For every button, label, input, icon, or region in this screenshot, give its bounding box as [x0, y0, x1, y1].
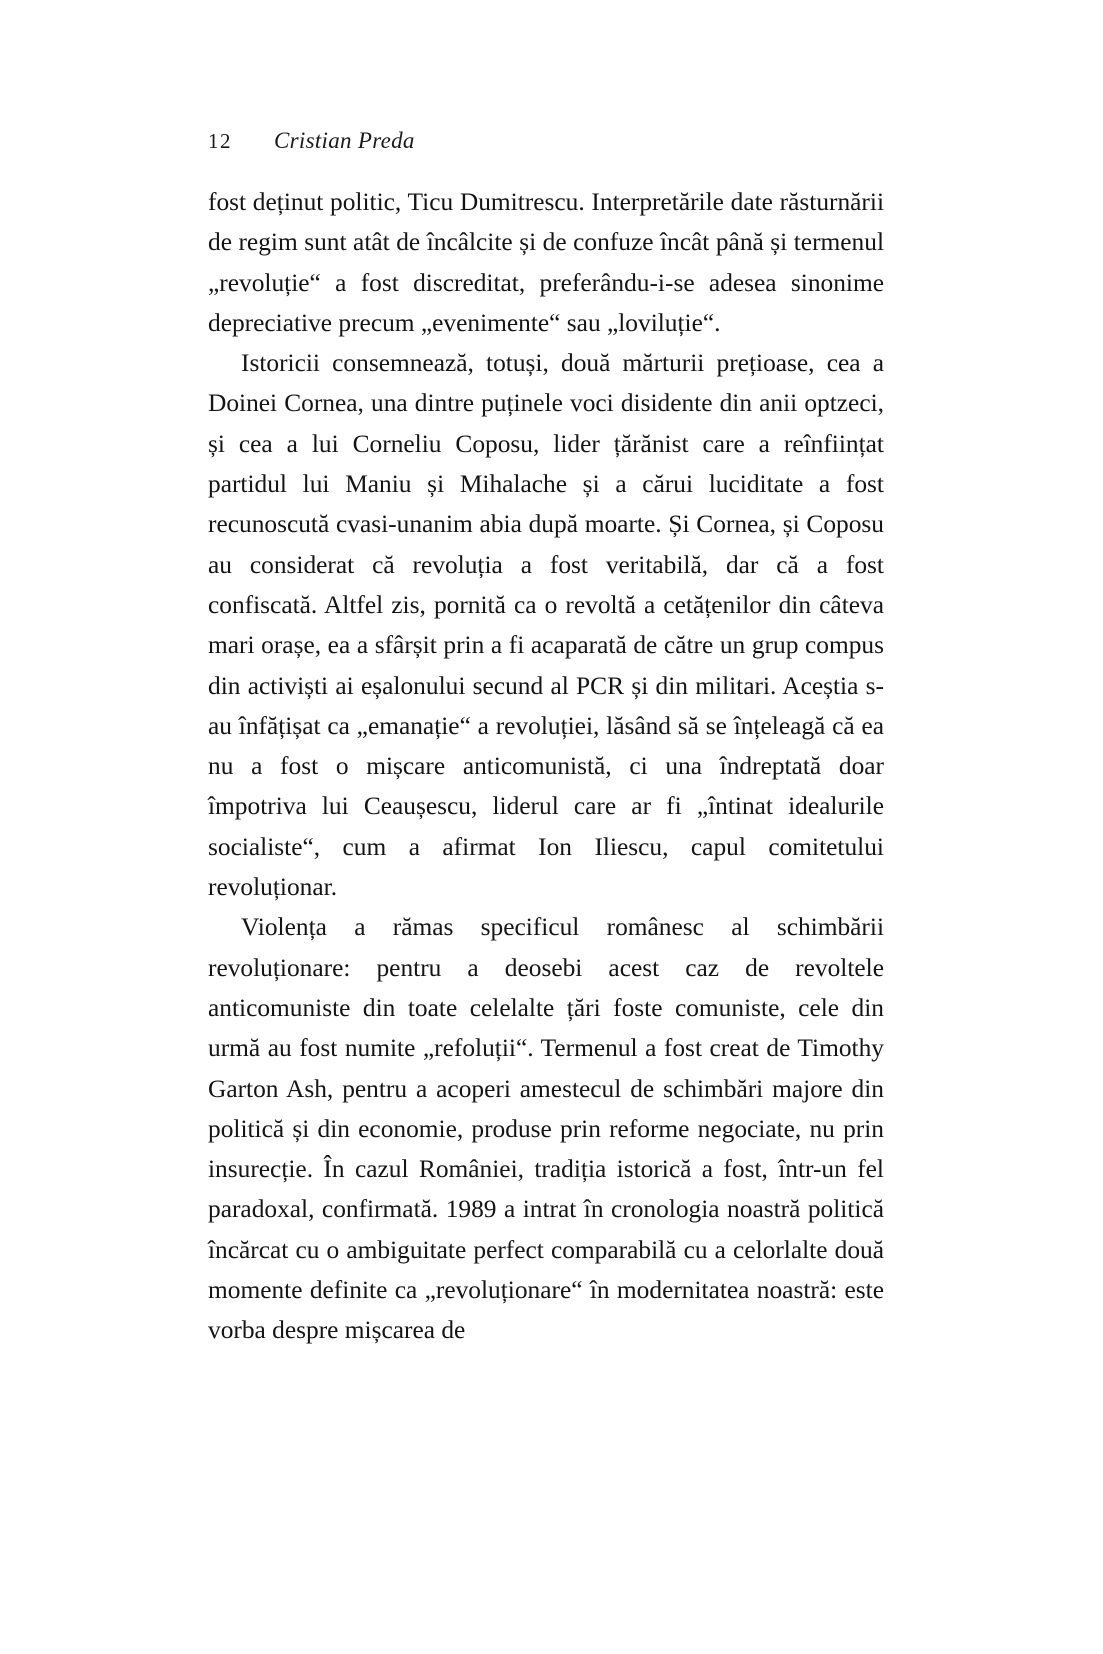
paragraph-2: Istoricii consemnează, totuși, două mărturii prețioase, cea a Doinei Cornea, una dintre puținele voci disidente din anii optzeci, și cea a lui Corneliu Coposu, lider țărănist care a reînființat partidul lui Maniu și Mihalache și a cărui luciditate a fost recunoscută cvasi-unanim abia după moarte. Și Cornea, și Coposu au considerat că revoluția a fost veritabilă, dar că a fost confiscată. Altfel zis, pornită ca o revoltă a cetățenilor din câteva mari orașe, ea a sfârșit prin a fi acaparată de către un grup compus din activiști ai eșalonului secund al PCR și din militari. Aceștia s-au înfățișat ca „emanație“ a revoluției, lăsând să se înțeleagă că ea nu a fost o mișcare anticomunistă, ci una îndreptată doar împotriva lui Ceaușescu, liderul care ar fi „întinat idealurile socialiste“, cum a afirmat Ion Iliescu, capul comitetului revoluționar.	[208, 349, 884, 902]
running-head	[208, 128, 415, 154]
paragraph-3: Violența a rămas specificul românesc al schimbării revoluționare: pentru a deosebi acest caz de revoltele anticomuniste din toate celelalte țări foste comuniste, cele din urmă au fost numite „refoluții“. Termenul a fost creat de Timothy Garton Ash, pentru a acoperi amestecul de schimbări majore din politică și din economie, produse prin reforme negociate, nu prin insurecție. În cazul României, tradiția istorică a fost, într-un fel paradoxal, confirmată. 1989 a intrat în cronologia noastră politică încărcat cu o ambiguitate perfect comparabilă cu a celorlalte două momente definite ca „revoluționare“ în modernitatea noastră: este vorba despre mișcarea de	[208, 913, 884, 1345]
body-text	[208, 182, 884, 1351]
page-number: 12	[208, 129, 232, 153]
running-title: Cristian Preda	[274, 128, 415, 153]
paragraph-1: fost deținut politic, Ticu Dumitrescu. Interpretările date răsturnării de regim sunt atât de încâlcite și de confuze încât până și termenul „revoluție“ a fost discreditat, preferându-i-se adesea sinonime depreciative precum „evenimente“ sau „loviluție“.	[208, 188, 884, 337]
